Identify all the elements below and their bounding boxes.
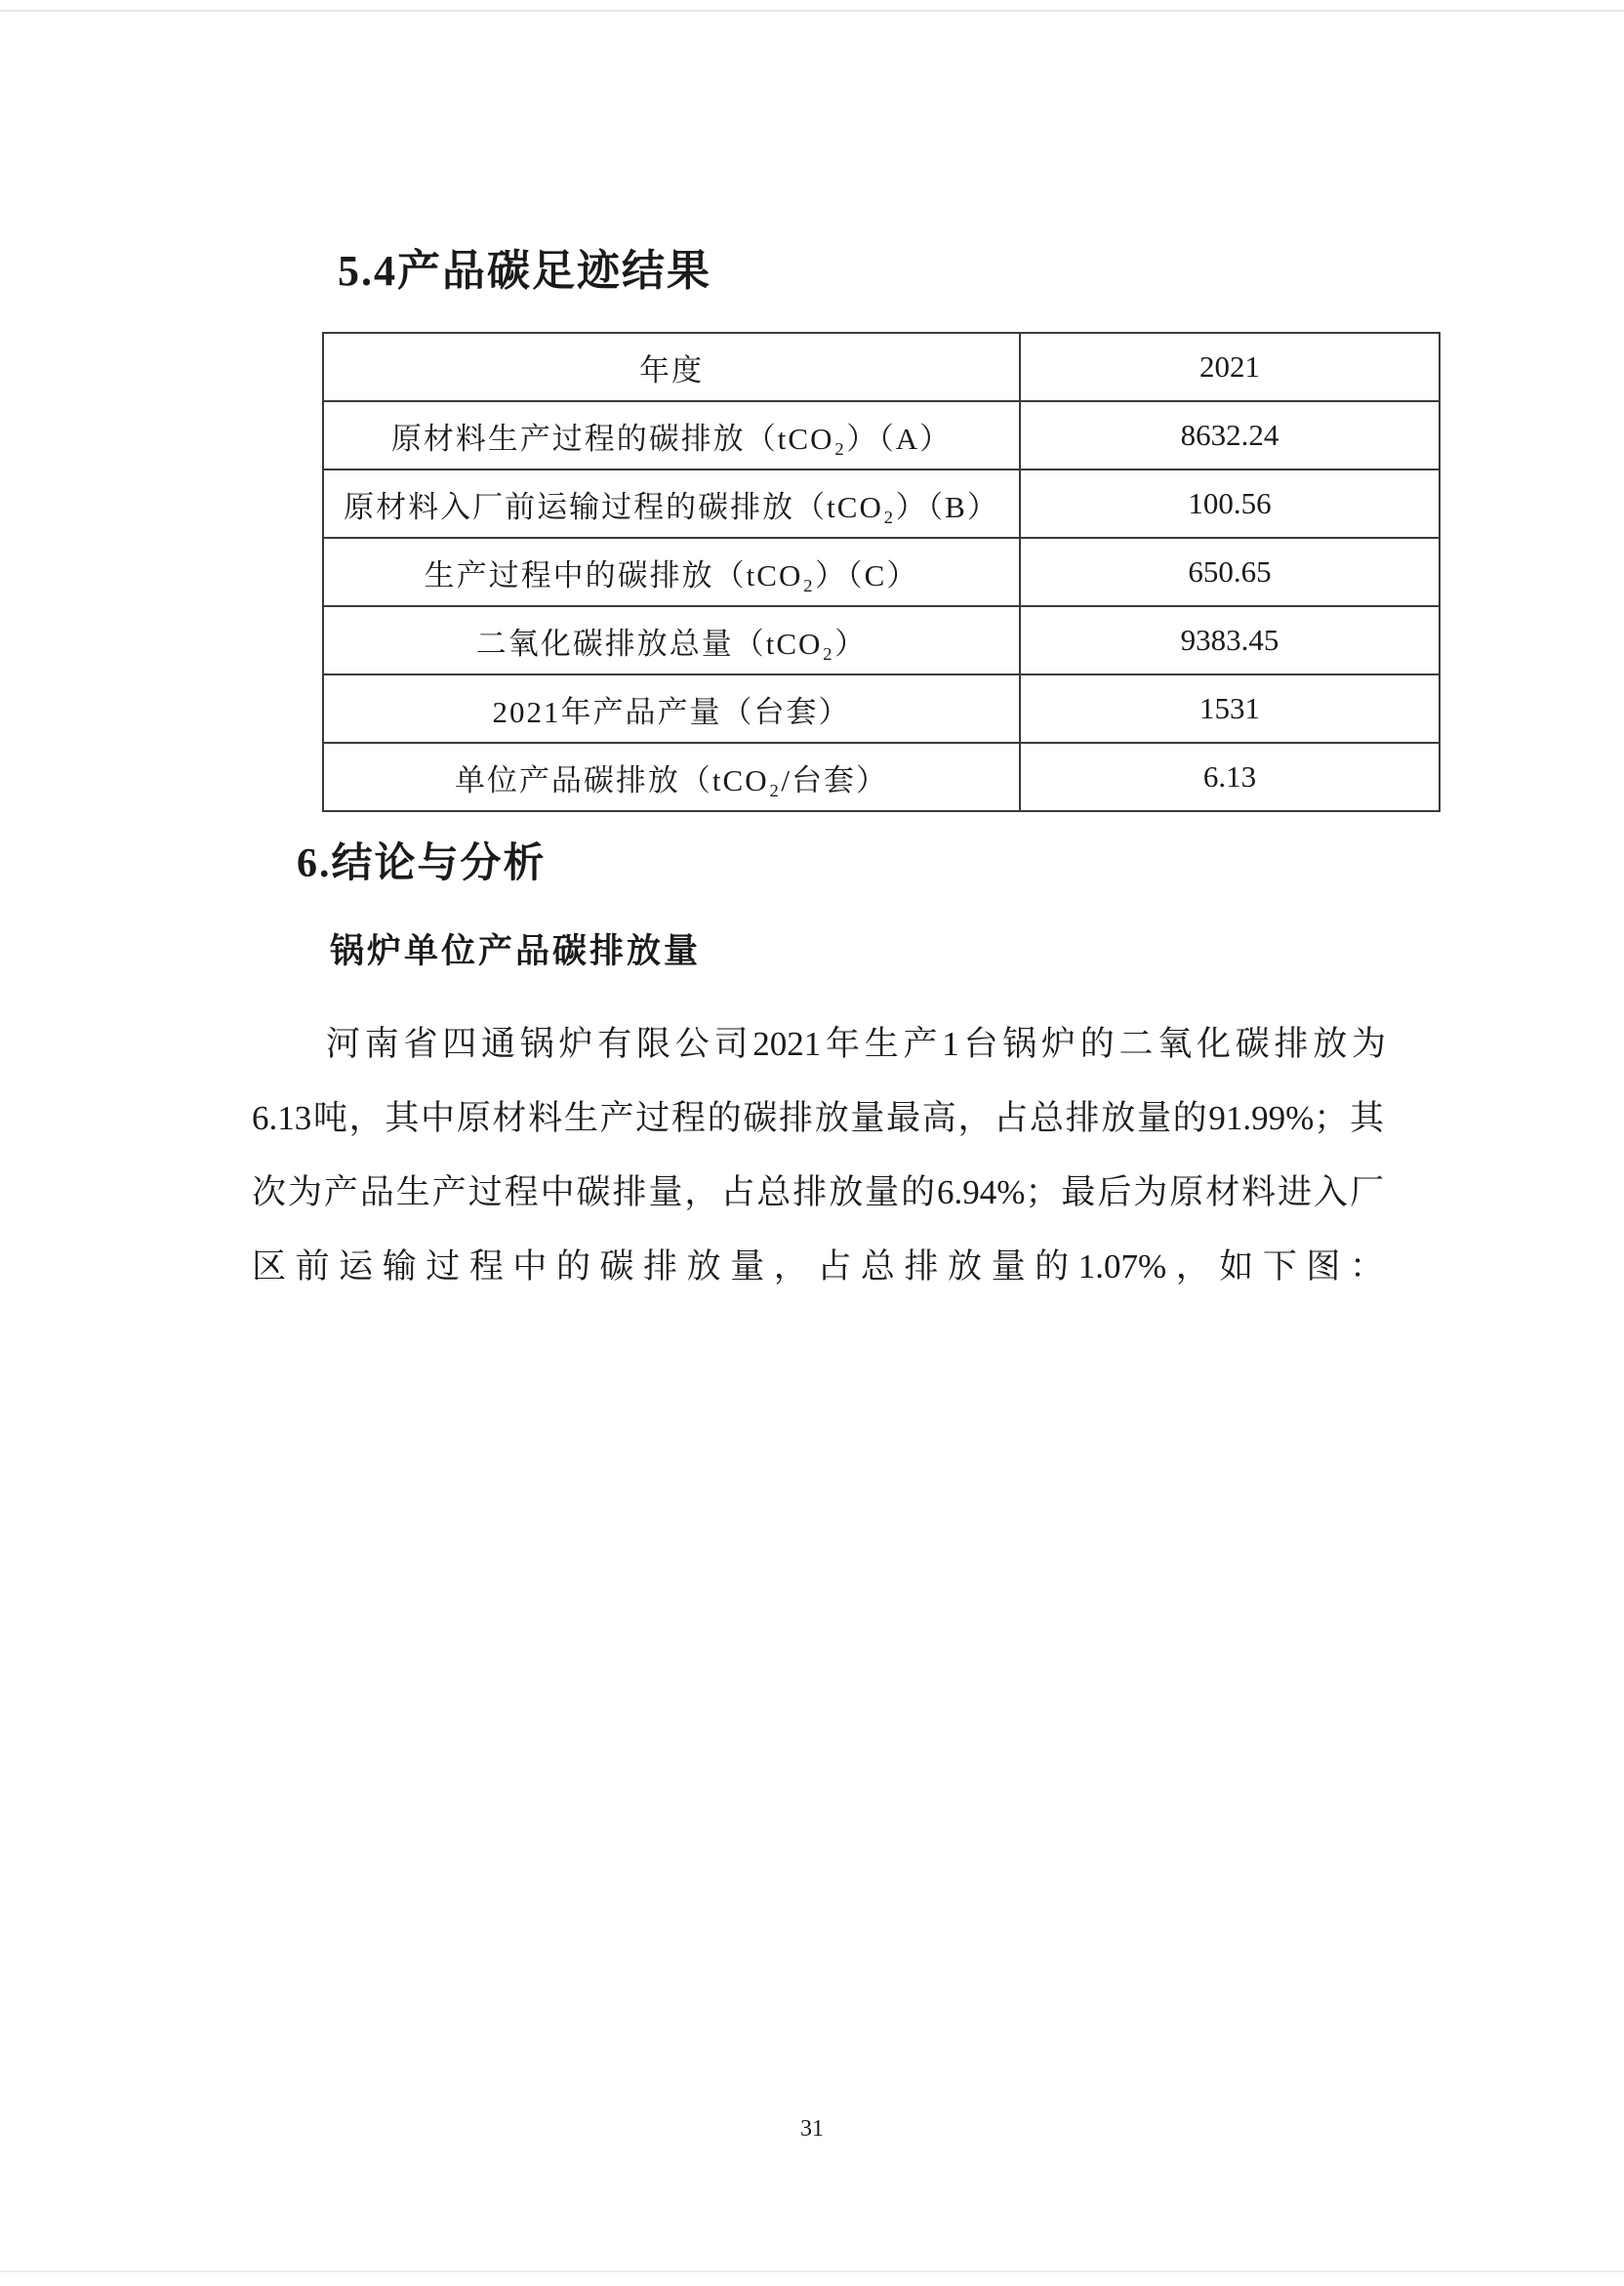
- row-label: 二氧化碳排放总量（tCO₂）: [323, 606, 1020, 674]
- conclusion-section-title: 6.结论与分析: [297, 841, 547, 886]
- row-label: 2021年产品产量（台套）: [323, 674, 1020, 743]
- row-label: 原材料生产过程的碳排放（tCO₂）（A）: [323, 401, 1020, 469]
- row-label: 生产过程中的碳排放（tCO₂）（C）: [323, 538, 1020, 606]
- subsection-title: 锅炉单位产品碳排放量: [330, 932, 702, 970]
- paragraph-line: 次为产品生产过程中碳排量，占总排放量的6.94%；最后为原材料进入厂: [252, 1173, 1384, 1211]
- table-row: [323, 469, 1440, 538]
- row-label: 原材料入厂前运输过程的碳排放（tCO₂）（B）: [323, 469, 1020, 538]
- carbon-footprint-table: [322, 332, 1441, 812]
- row-value: 6.13: [1020, 743, 1440, 811]
- table-row: [323, 743, 1440, 811]
- table-header-value: 2021: [1020, 333, 1440, 401]
- table-row: [323, 538, 1440, 606]
- scan-edge-top: [0, 10, 1624, 12]
- paragraph-line: 区前运输过程中的碳排放量，占总排放量的1.07%，如下图：: [252, 1247, 1384, 1286]
- scan-edge-bottom: [0, 2270, 1624, 2272]
- row-value: 8632.24: [1020, 401, 1440, 469]
- row-label: 单位产品碳排放（tCO₂/台套）: [323, 743, 1020, 811]
- row-value: 650.65: [1020, 538, 1440, 606]
- section-title: 5.4产品碳足迹结果: [338, 247, 711, 295]
- table-header-label: 年度: [323, 333, 1020, 401]
- row-value: 100.56: [1020, 469, 1440, 538]
- paragraph-line: 河南省四通锅炉有限公司2021年生产1台锅炉的二氧化碳排放为: [326, 1025, 1386, 1063]
- table-row: [323, 674, 1440, 743]
- table-row: [323, 606, 1440, 674]
- table-header-row: [323, 333, 1440, 401]
- table-row: [323, 401, 1440, 469]
- row-value: 9383.45: [1020, 606, 1440, 674]
- paragraph-line: 6.13吨，其中原材料生产过程的碳排放量最高，占总排放量的91.99%；其: [252, 1099, 1384, 1137]
- page-number: 31: [800, 2116, 824, 2142]
- row-value: 1531: [1020, 674, 1440, 743]
